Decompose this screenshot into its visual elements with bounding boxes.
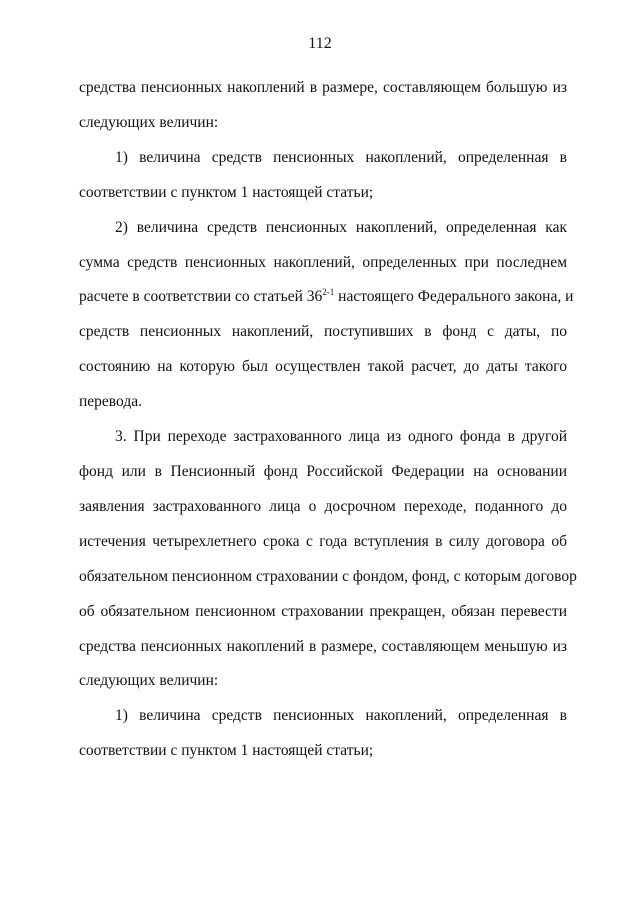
- text-line: сумма средств пенсионных накоплений, определенных при последнем: [79, 253, 567, 271]
- text-line: об обязательном пенсионном страховании прекращен, обязан перевести: [79, 602, 567, 620]
- body-text: [79, 71, 577, 769]
- text-line-with-superscript: [79, 280, 574, 315]
- text-line: заявления застрахованного лица о досрочном переходе, поданного до: [79, 497, 567, 515]
- text-line: средств пенсионных накоплений, поступивших в фонд с даты, по: [79, 323, 567, 341]
- page-number: 112: [308, 35, 332, 52]
- text-line: средства пенсионных накоплений в размере, составляющем меньшую из: [79, 637, 567, 655]
- text-fragment: расчете в соответствии со статьей 36: [79, 288, 323, 306]
- text-line: средства пенсионных накоплений в размере, составляющем большую из: [79, 79, 567, 96]
- text-line: обязательном пенсионном страховании с фондом, фонд, с которым договор: [79, 567, 577, 585]
- text-line: состоянию на которую был осуществлен такой расчет, до даты такого: [79, 358, 567, 376]
- text-line: 1) величина средств пенсионных накоплений, определенная в: [115, 148, 567, 166]
- text-line: фонд или в Пенсионный фонд Российской Федерации на основании: [79, 462, 567, 480]
- text-line: соответствии с пунктом 1 настоящей статьи;: [79, 742, 374, 760]
- text-line: 1) величина средств пенсионных накоплений, определенная в: [115, 707, 567, 725]
- text-line: следующих величин:: [79, 672, 219, 690]
- text-line: 2) величина средств пенсионных накоплений, определенная как: [115, 218, 567, 236]
- text-line: соответствии с пунктом 1 настоящей статьи;: [79, 183, 374, 201]
- text-line: следующих величин:: [79, 113, 219, 131]
- text-fragment: настоящего Федерального закона, и: [334, 288, 574, 306]
- text-line: перевода.: [79, 393, 142, 411]
- text-line: истечения четырехлетнего срока с года вступления в силу договора об: [79, 532, 567, 550]
- article-superscript: 2-1: [322, 287, 335, 298]
- text-line: 3. При переходе застрахованного лица из одного фонда в другой: [115, 428, 567, 446]
